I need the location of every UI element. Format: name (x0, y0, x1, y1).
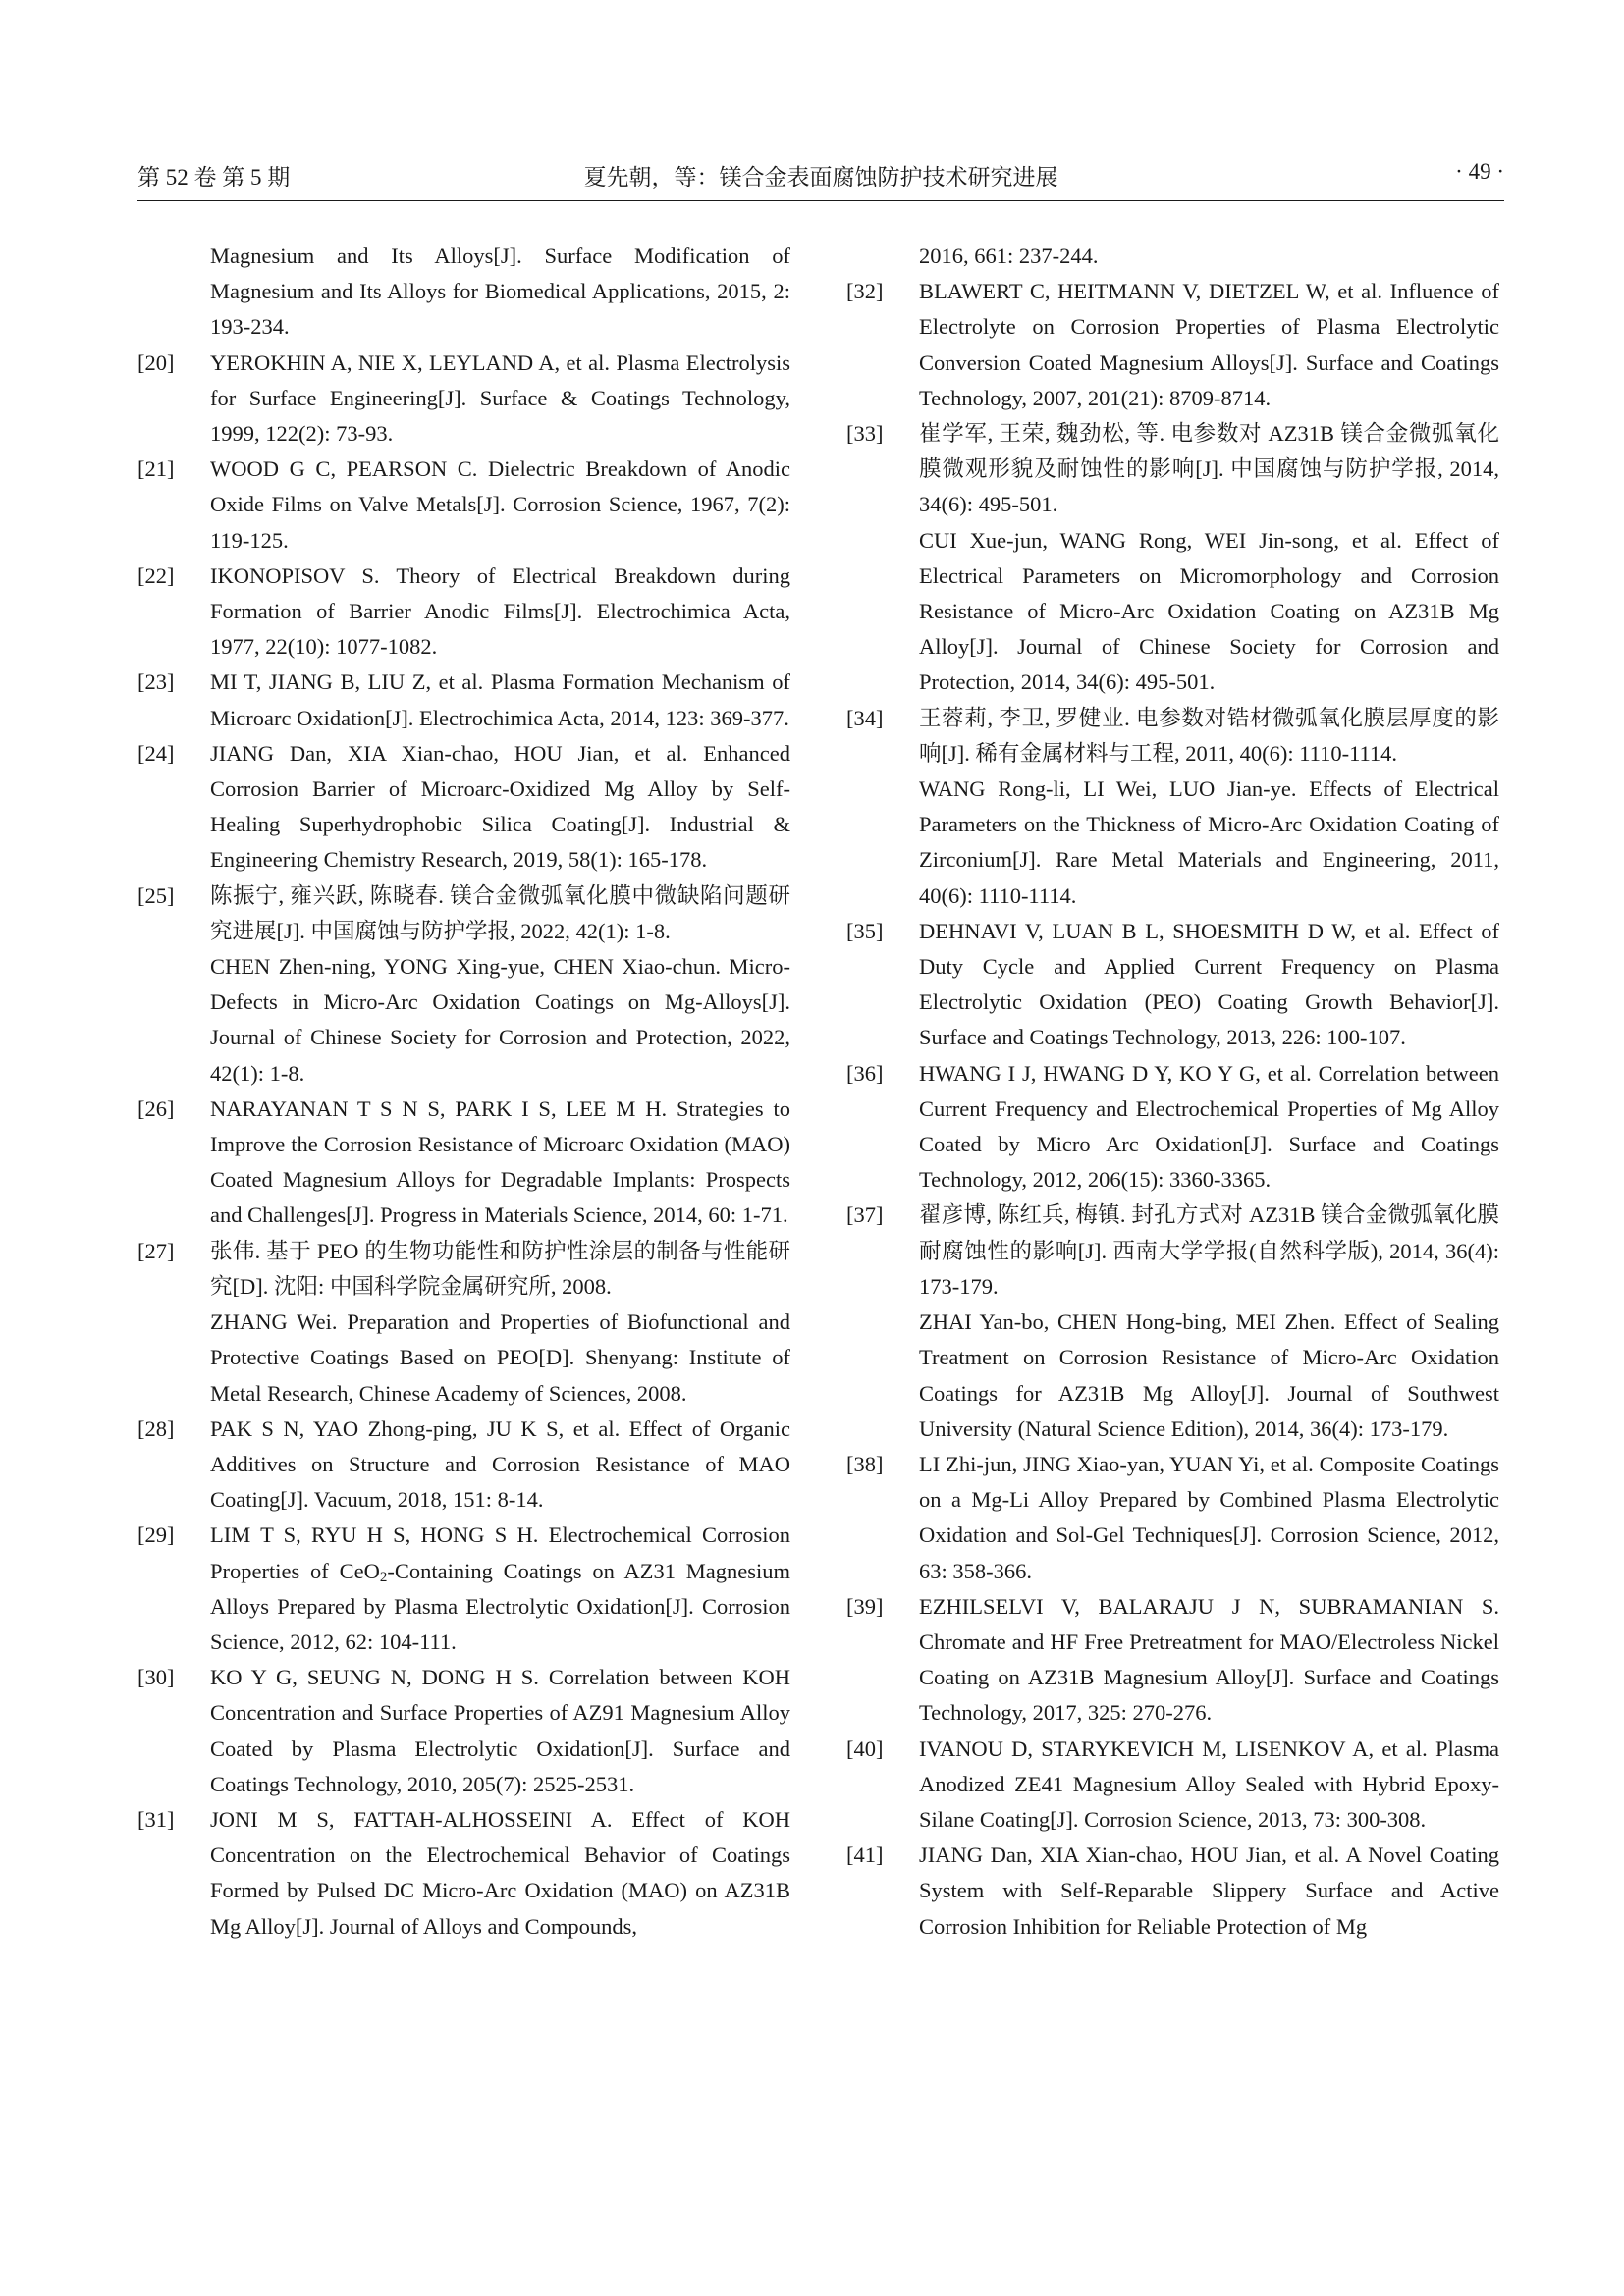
reference-number: [23] (137, 669, 175, 695)
reference-text: YEROKHIN A, NIE X, LEYLAND A, et al. Plasma Electrolysis for Surface Engineering[J]. Surface & Coatings Technology, 1999, 122(2): 73-93. (210, 349, 790, 447)
reference-text: JONI M S, FATTAH-ALHOSSEINI A. Effect of KOH Concentration on the Electrochemical Behavior of Coatings Formed by Pulsed DC Micro-Arc Oxidation (MAO) on AZ31B Mg Alloy[J]. Journal of Alloys and Compounds, (210, 1806, 790, 1939)
reference-text-block (919, 1198, 1499, 1446)
reference-text: MI T, JIANG B, LIU Z, et al. Plasma Formation Mechanism of Microarc Oxidation[J]. Electrochimica Acta, 2014, 123: 369-377. (210, 669, 790, 730)
reference-text-chinese: 翟彦博, 陈红兵, 梅镇. 封孔方式对 AZ31B 镁合金微弧氧化膜耐腐蚀性的影响[J]. 西南大学学报(自然科学版), 2014, 36(4): 173-179. (919, 1202, 1499, 1299)
reference-item (846, 1838, 1499, 1945)
reference-item (137, 452, 790, 559)
reference-number: [40] (846, 1735, 884, 1761)
reference-number: [38] (846, 1451, 884, 1476)
reference-item (846, 1056, 1499, 1199)
reference-text-english: ZHANG Wei. Preparation and Properties of Biofunctional and Protective Coatings Based on PEO[D]. Shenyang: Institute of Metal Research, Chinese Academy of Sciences, 2008. (210, 1309, 790, 1406)
reference-text: IKONOPISOV S. Theory of Electrical Breakdown during Formation of Barrier Anodic Films[J]. Electrochimica Acta, 1977, 22(10): 1077-1082. (210, 562, 790, 660)
reference-number: [24] (137, 740, 175, 766)
left-column (137, 239, 790, 1945)
reference-text: WOOD G C, PEARSON C. Dielectric Breakdown of Anodic Oxide Films on Valve Metals[J]. Corrosion Science, 1967, 7(2): 119-125. (210, 456, 790, 553)
running-title: 夏先朝，等：镁合金表面腐蚀防护技术研究进展 (583, 165, 1058, 189)
reference-text-block (210, 879, 790, 1092)
reference-text-part: -Containing Coatings on AZ31 Magnesium Alloys Prepared by Plasma Electrolytic Oxidation[J]. Corrosion Science, 2012, 62: 104-111. (210, 1558, 791, 1654)
reference-item (137, 1092, 790, 1234)
reference-text: JIANG Dan, XIA Xian-chao, HOU Jian, et al. A Novel Coating System with Self-Reparable Slippery Surface and Active Corrosion Inhibition for Reliable Protection of Mg (919, 1842, 1499, 1939)
reference-item (846, 914, 1499, 1056)
reference-text: PAK S N, YAO Zhong-ping, JU K S, et al. Effect of Organic Additives on Structure and Corrosion Resistance of MAO Coating[J]. Vacuum, 2018, 151: 8-14. (210, 1415, 790, 1513)
reference-item (137, 1234, 790, 1412)
reference-number: [28] (137, 1415, 175, 1441)
reference-item (846, 1589, 1499, 1732)
reference-continuation: 2016, 661: 237-244. (919, 243, 1099, 268)
volume-issue: 第 52 卷 第 5 期 (137, 165, 291, 189)
reference-text-english: CHEN Zhen-ning, YONG Xing-yue, CHEN Xiao-chun. Micro-Defects in Micro-Arc Oxidation Coatings on Mg-Alloys[J]. Journal of Chinese Society for Corrosion and Protection, 2022, 42(1): 1-8. (210, 954, 790, 1086)
reference-item (846, 1198, 1499, 1446)
subscript: 2 (379, 1569, 388, 1585)
reference-text: LI Zhi-jun, JING Xiao-yan, YUAN Yi, et al. Composite Coatings on a Mg-Li Alloy Prepared by Combined Plasma Electrolytic Oxidation and Sol-Gel Techniques[J]. Corrosion Science, 2012, 63: 358-366. (919, 1451, 1499, 1583)
reference-number: [29] (137, 1522, 175, 1548)
reference-number: [39] (846, 1593, 884, 1619)
reference-item (137, 665, 790, 735)
reference-item (137, 1412, 790, 1519)
reference-number: [22] (137, 562, 175, 588)
reference-item (846, 701, 1499, 914)
reference-number: [34] (846, 705, 884, 730)
reference-text-english: ZHAI Yan-bo, CHEN Hong-bing, MEI Zhen. Effect of Sealing Treatment on Corrosion Resistance of Micro-Arc Oxidation Coatings for AZ31B Mg Alloy[J]. Journal of Southwest University (Natural Science Edition), 2014, 36(4): 173-179. (919, 1309, 1499, 1441)
reference-number: [41] (846, 1842, 884, 1868)
reference-item (137, 346, 790, 453)
reference-item (137, 1802, 790, 1945)
reference-number: [26] (137, 1095, 175, 1121)
reference-number: [36] (846, 1060, 884, 1086)
reference-number: [37] (846, 1202, 884, 1228)
reference-item (137, 1660, 790, 1802)
reference-text: EZHILSELVI V, BALARAJU J N, SUBRAMANIAN S. Chromate and HF Free Pretreatment for MAO/Electroless Nickel Coating on AZ31B Magnesium Alloy[J]. Surface and Coatings Technology, 2017, 325: 270-276. (919, 1593, 1499, 1726)
reference-text-block (210, 1234, 790, 1412)
reference-number: [31] (137, 1806, 175, 1832)
reference-text-chinese: 张伟. 基于 PEO 的生物功能性和防护性涂层的制备与性能研究[D]. 沈阳: 中国科学院金属研究所, 2008. (210, 1238, 790, 1299)
reference-text (210, 1518, 790, 1660)
reference-number: [35] (846, 918, 884, 943)
reference-continuation: Magnesium and Its Alloys[J]. Surface Modification of Magnesium and Its Alloys for Biomedical Applications, 2015, 2: 193-234. (210, 243, 790, 340)
reference-text-english: CUI Xue-jun, WANG Rong, WEI Jin-song, et al. Effect of Electrical Parameters on Micromorphology and Corrosion Resistance of Micro-Arc Oxidation Coating on AZ31B Mg Alloy[J]. Journal of Chinese Society for Corrosion and Protection, 2014, 34(6): 495-501. (919, 527, 1499, 695)
running-header (137, 155, 1504, 194)
reference-number: [20] (137, 349, 175, 375)
reference-text-part: LIM T S, RYU H S, HONG S H. Electrochemical Corrosion Properties of CeO (210, 1522, 790, 1583)
reference-text-chinese: 陈振宁, 雍兴跃, 陈晓春. 镁合金微弧氧化膜中微缺陷问题研究进展[J]. 中国腐蚀与防护学报, 2022, 42(1): 1-8. (210, 882, 790, 943)
reference-text: BLAWERT C, HEITMANN V, DIETZEL W, et al. Influence of Electrolyte on Corrosion Properties of Plasma Electrolytic Conversion Coated Magnesium Alloys[J]. Surface and Coatings Technology, 2007, 201(21): 8709-8714. (919, 279, 1499, 410)
right-column (846, 239, 1499, 1945)
reference-item (846, 274, 1499, 416)
reference-item (137, 559, 790, 666)
reference-text: DEHNAVI V, LUAN B L, SHOESMITH D W, et al. Effect of Duty Cycle and Applied Current Frequency on Plasma Electrolytic Oxidation (PEO) Coating Growth Behavior[J]. Surface and Coatings Technology, 2013, 226: 100-107. (919, 918, 1499, 1050)
reference-text: HWANG I J, HWANG D Y, KO Y G, et al. Correlation between Current Frequency and Electrochemical Properties of Mg Alloy Coated by Micro Arc Oxidation[J]. Surface and Coatings Technology, 2012, 206(15): 3360-3365. (919, 1060, 1499, 1193)
reference-number: [30] (137, 1665, 175, 1690)
reference-item (137, 1518, 790, 1660)
reference-number: [25] (137, 882, 175, 908)
reference-number: [33] (846, 421, 884, 447)
reference-text-block (919, 416, 1499, 701)
reference-text: KO Y G, SEUNG N, DONG H S. Correlation between KOH Concentration and Surface Properties of AZ91 Magnesium Alloy Coated by Plasma Electrolytic Oxidation[J]. Surface and Coatings Technology, 2010, 205(7): 2525-2531. (210, 1665, 790, 1796)
header-rule (137, 200, 1504, 201)
reference-item (846, 416, 1499, 701)
reference-text: IVANOU D, STARYKEVICH M, LISENKOV A, et al. Plasma Anodized ZE41 Magnesium Alloy Sealed with Hybrid Epoxy-Silane Coating[J]. Corrosion Science, 2013, 73: 300-308. (919, 1735, 1499, 1832)
reference-text-block (919, 701, 1499, 914)
reference-item (137, 736, 790, 879)
reference-text: NARAYANAN T S N S, PARK I S, LEE M H. Strategies to Improve the Corrosion Resistance of Microarc Oxidation (MAO) Coated Magnesium Alloys for Degradable Implants: Prospects and Challenges[J]. Progress in Materials Science, 2014, 60: 1-71. (210, 1095, 790, 1228)
reference-text-english: WANG Rong-li, LI Wei, LUO Jian-ye. Effects of Electrical Parameters on the Thickness of Micro-Arc Oxidation Coating of Zirconium[J]. Rare Metal Materials and Engineering, 2011, 40(6): 1110-1114. (919, 776, 1499, 908)
reference-number: [21] (137, 456, 175, 482)
reference-text: JIANG Dan, XIA Xian-chao, HOU Jian, et al. Enhanced Corrosion Barrier of Microarc-Oxidized Mg Alloy by Self-Healing Superhydrophobic Silica Coating[J]. Industrial & Engineering Chemistry Research, 2019, 58(1): 165-178. (210, 740, 790, 873)
reference-text-chinese: 王蓉莉, 李卫, 罗健业. 电参数对锆材微弧氧化膜层厚度的影响[J]. 稀有金属材料与工程, 2011, 40(6): 1110-1114. (919, 705, 1499, 766)
reference-number: [27] (137, 1238, 175, 1263)
reference-item (846, 1732, 1499, 1839)
page-number: · 49 · (1455, 159, 1504, 184)
reference-text-chinese: 崔学军, 王荣, 魏劲松, 等. 电参数对 AZ31B 镁合金微弧氧化膜微观形貌及耐蚀性的影响[J]. 中国腐蚀与防护学报, 2014, 34(6): 495-501. (919, 421, 1499, 517)
reference-number: [32] (846, 279, 884, 304)
reference-item (137, 879, 790, 1092)
reference-item (846, 1447, 1499, 1589)
